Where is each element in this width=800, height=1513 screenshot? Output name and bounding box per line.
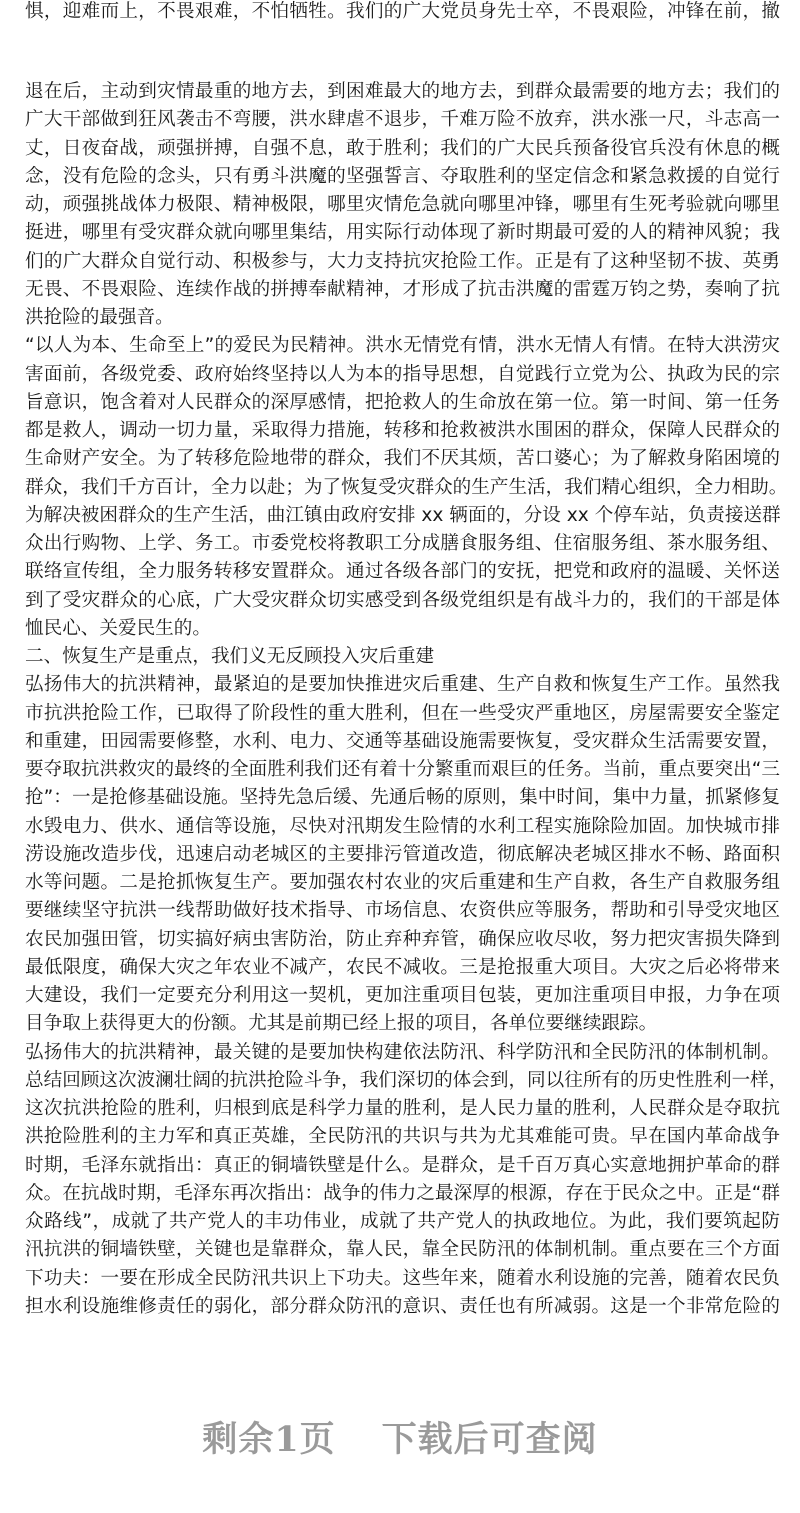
text-line: 要夺取抗洪救灾的最终的全面胜利我们还有着十分繁重而艰巨的任务。当前，重点要突出“三 [25, 759, 780, 780]
text-line: 涝设施改造步伐，迅速启动老城区的主要排污管道改造，彻底解决老城区排水不畅、路面积 [25, 843, 780, 865]
text-line: 洪抢险的最强音。 [25, 307, 174, 328]
text-line: 时期，毛泽东就指出：真正的铜墙铁壁是什么。是群众，是千百万真心实意地拥护革命的群 [25, 1154, 780, 1176]
text-line: 洪抢险胜利的主力军和真正英雄，全民防汛的共识与共为尤其难能可贵。早在国内革命战争 [25, 1126, 780, 1148]
text-line: 们的广大群众自觉行动、积极参与，大力支持抗灾抢险工作。正是有了这种坚韧不拔、英勇 [25, 250, 780, 272]
text-line: 恤民心、关爱民生的。 [25, 617, 211, 639]
text-line: 和重建，田园需要修整，水利、电力、交通等基础设施需要恢复，受灾群众生活需要安置， [25, 730, 780, 752]
text-line: 要继续坚守抗洪一线帮助做好技术指导、市场信息、农资供应等服务，帮助和引导受灾地区 [25, 900, 780, 922]
text-line: 生命财产安全。为了转移危险地带的群众，我们不厌其烦，苦口婆心；为了解救身陷困境的 [25, 448, 780, 470]
text-line: 无畏、不畏艰险、连续作战的拼搏奉献精神，才形成了抗击洪魔的雷霆万钧之势，奏响了抗 [25, 278, 780, 300]
text-line: 念，没有危险的念头，只有勇斗洪魔的坚强誓言、夺取胜利的坚定信念和紧急救援的自觉行 [25, 165, 780, 187]
text-line: 退在后，主动到灾情最重的地方去，到困难最大的地方去，到群众最需要的地方去；我们的 [25, 81, 780, 102]
remaining-pages-label: 剩余1页 [202, 1419, 336, 1460]
text-line: 到了受灾群众的心底，广大受灾群众切实感受到各级党组织是有战斗力的，我们的干部是体 [25, 589, 780, 611]
text-line: 动，顽强挑战体力极限、精神极限，哪里灾情危急就向哪里冲锋，哪里有生死考验就向哪里 [25, 194, 780, 215]
text-line: 汛抗洪的铜墙铁壁，关键也是靠群众，靠人民，靠全民防汛的体制机制。重点要在三个方面 [25, 1239, 780, 1261]
text-line: 联络宣传组，全力服务转移安置群众。通过各级各部门的安抚，把党和政府的温暖、关怀送 [25, 561, 780, 583]
text-line: 惧，迎难而上，不畏艰难，不怕牺牲。我们的广大党员身先士卒，不畏艰险，冲锋在前，撤 [25, 1, 780, 22]
download-hint-label[interactable]: 下载后可查阅 [381, 1419, 598, 1460]
section-heading: 二、恢复生产是重点，我们义无反顾投入灾后重建 [25, 646, 435, 667]
text-line: 为解决被困群众的生产生活，曲江镇由政府安排 xx 辆面的，分设 xx 个停车站，负责接送群 [25, 504, 781, 526]
text-line: 弘扬伟大的抗洪精神，最关键的是要加快构建依法防汛、科学防汛和全民防汛的体制机制。 [25, 1041, 780, 1063]
text-line: 总结回顾这次波澜壮阔的抗洪抢险斗争，我们深切的体会到，同以往所有的历史性胜利一样， [25, 1069, 788, 1091]
text-line: 丈，日夜奋战，顽强拼搏，自强不息，敢于胜利；我们的广大民兵预备役官兵没有休息的概 [25, 137, 780, 159]
text-line: 旨意识，饱含着对人民群众的深厚感情，把抢救人的生命放在第一位。第一时间、第一任务 [25, 391, 780, 413]
text-line: 目争取上获得更大的份额。尤其是前期已经上报的项目，各单位要继续跟踪。 [25, 1013, 658, 1035]
text-line: 广大干部做到狂风袭击不弯腰，洪水肆虐不退步，千难万险不放弃，洪水涨一尺，斗志高一 [25, 109, 780, 131]
text-line: 群众，我们千方百计，全力以赴；为了恢复受灾群众的生产生活，我们精心组织，全力相助。 [25, 476, 788, 498]
text-line: 众。在抗战时期，毛泽东再次指出：战争的伟力之最深厚的根源，存在于民众之中。正是“群 [25, 1182, 780, 1204]
text-line: 众路线”，成就了共产党人的丰功伟业，成就了共产党人的执政地位。为此，我们要筑起防 [25, 1211, 780, 1232]
text-line: 农民加强田管，切实搞好病虫害防治，防止弃种弃管，确保应收尽收，努力把灾害损失降到 [25, 928, 780, 950]
text-line: 挺进，哪里有受灾群众就向哪里集结，用实际行动体现了新时期最可爱的人的精神风貌；我 [25, 222, 780, 244]
text-line: 都是救人，调动一切力量，采取得力措施，转移和抢救被洪水围困的群众，保障人民群众的 [25, 420, 780, 441]
text-line: 水毁电力、供水、通信等设施，尽快对汛期发生险情的水利工程实施除险加固。加快城市排 [25, 815, 780, 837]
text-line: 市抗洪抢险工作，已取得了阶段性的重大胜利，但在一些受灾严重地区，房屋需要安全鉴定 [25, 702, 780, 724]
text-line: 担水利设施维修责任的弱化，部分群众防汛的意识、责任也有所减弱。这是一个非常危险的 [25, 1295, 780, 1317]
document-body [0, 78, 800, 1321]
download-prompt[interactable] [0, 1412, 800, 1462]
text-line: 最低限度，确保大灾之年农业不减产，农民不减收。三是抢报重大项目。大灾之后必将带来 [25, 956, 780, 978]
text-line: 大建设，我们一定要充分利用这一契机，更加注重项目包装，更加注重项目申报，力争在项 [25, 985, 780, 1006]
text-line: 弘扬伟大的抗洪精神，最紧迫的是要加快推进灾后重建、生产自救和恢复生产工作。虽然我 [25, 674, 780, 696]
text-line: “以人为本、生命至上”的爱民为民精神。洪水无情党有情，洪水无情人有情。在特大洪涝灾 [25, 335, 780, 357]
text-line: 水等问题。二是抢抓恢复生产。要加强农村农业的灾后重建和生产自救，各生产自救服务组 [25, 872, 780, 893]
text-line: 这次抗洪抢险的胜利，归根到底是科学力量的胜利，是人民力量的胜利，人民群众是夺取抗 [25, 1098, 780, 1119]
text-line: 下功夫：一要在形成全民防汛共识上下功夫。这些年来，随着水利设施的完善，随着农民负 [25, 1267, 780, 1289]
text-line: 抢”：一是抢修基础设施。坚持先急后缓、先通后畅的原则，集中时间，集中力量，抓紧修复 [25, 787, 780, 809]
text-line: 众出行购物、上学、务工。市委党校将教职工分成膳食服务组、住宿服务组、茶水服务组、 [25, 533, 780, 554]
text-line: 害面前，各级党委、政府始终坚持以人为本的指导思想，自觉践行立党为公、执政为民的宗 [25, 363, 780, 385]
